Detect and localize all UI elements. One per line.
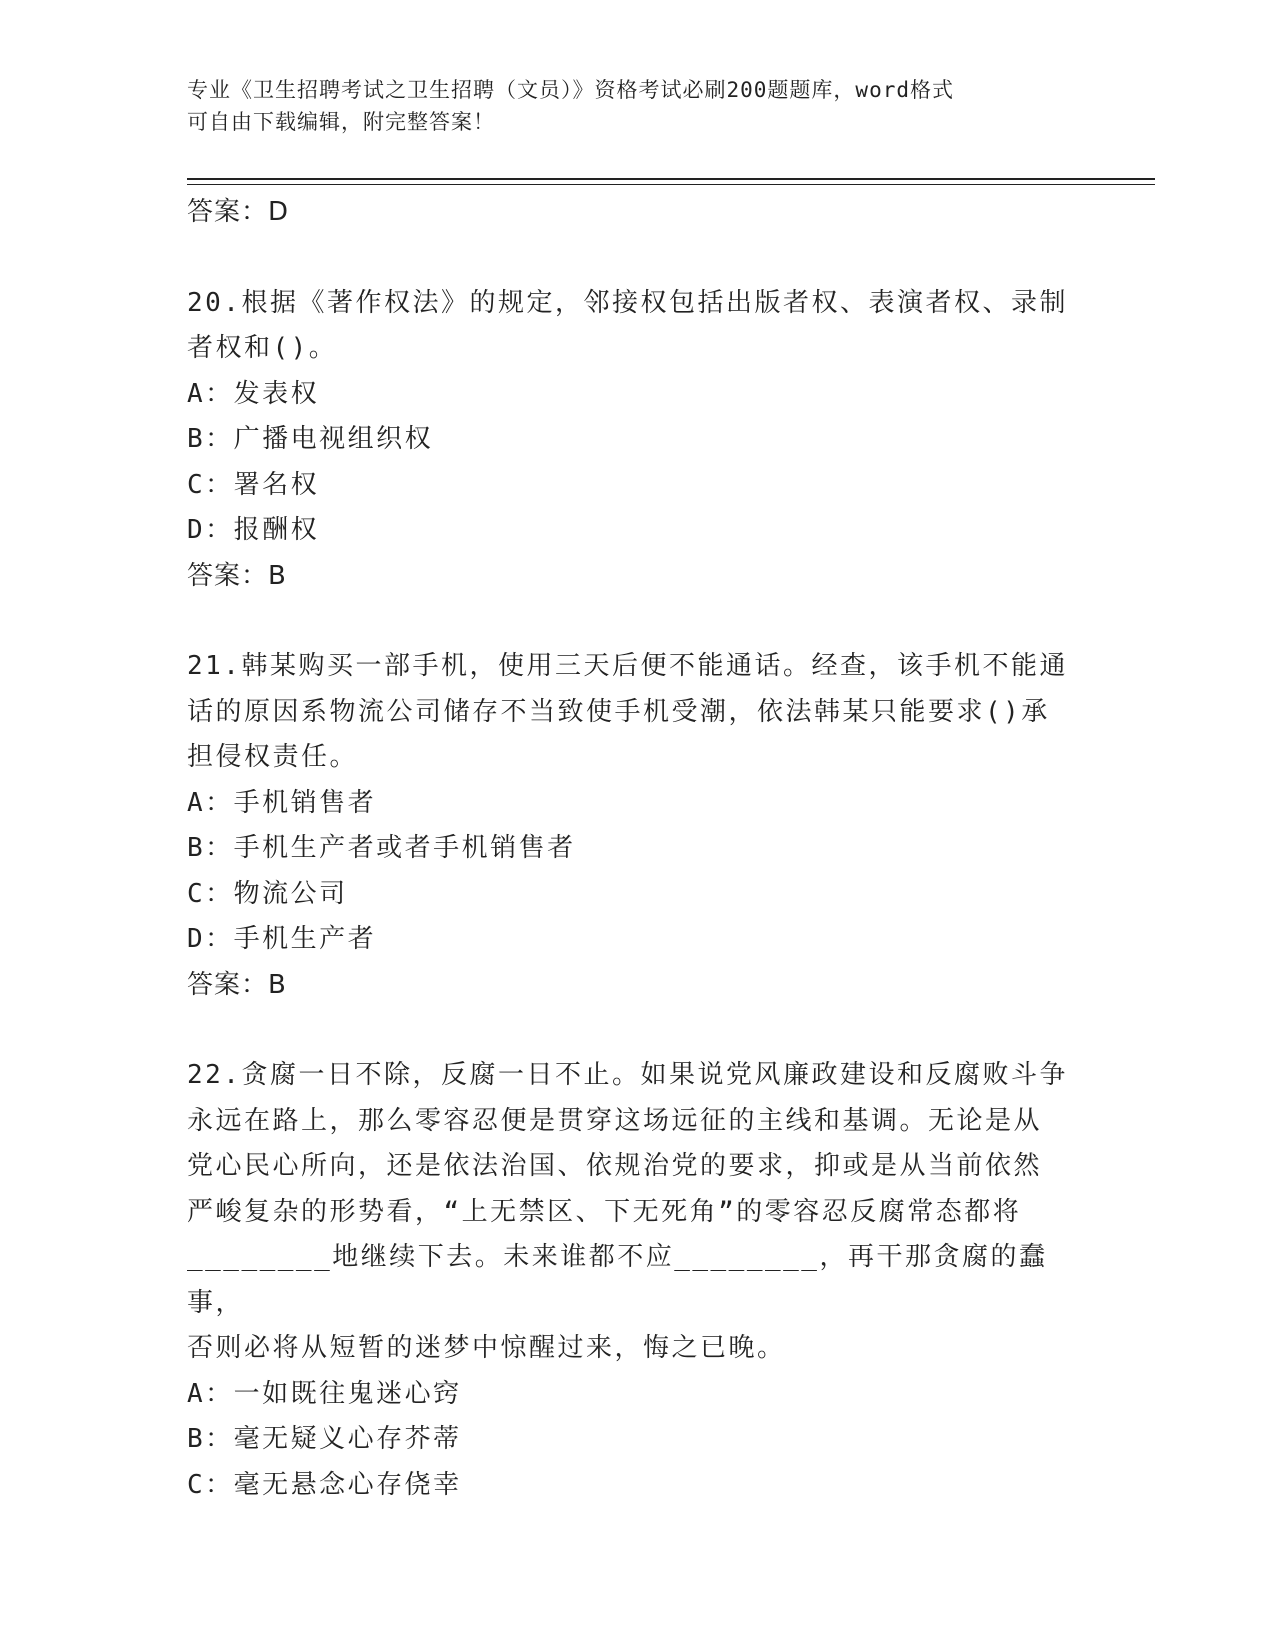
header-line: 可自由下载编辑，附完整答案！ [187, 110, 495, 134]
question-text: 21.韩某购买一部手机，使用三天后便不能通话。经查，该手机不能通 [187, 651, 1068, 681]
header-divider-thick [187, 178, 1155, 180]
question-text: 党心民心所向，还是依法治国、依规治党的要求，抑或是从当前依然 [187, 1151, 1043, 1181]
answer-line: 答案：B [187, 969, 287, 1000]
header-line: 专业《卫生招聘考试之卫生招聘（文员）》资格考试必刷200题题库，word格式 [187, 78, 954, 102]
option-a: A：手机销售者 [187, 787, 377, 818]
option-c: C：物流公司 [187, 878, 348, 909]
question-text: 20.根据《著作权法》的规定，邻接权包括出版者权、表演者权、录制 [187, 287, 1068, 318]
option-a: A：发表权 [187, 378, 320, 409]
question-text: 话的原因系物流公司储存不当致使手机受潮，依法韩某只能要求()承 [187, 696, 1050, 727]
question-text: ________地继续下去。未来谁都不应________，再干那贪腐的蠢事， [187, 1242, 1048, 1318]
answer-line: 答案：D [187, 197, 290, 227]
question-text: 22.贪腐一日不除，反腐一日不止。如果说党风廉政建设和反腐败斗争 [187, 1060, 1068, 1090]
question-21 [187, 644, 1077, 1008]
question-text: 者权和()。 [187, 333, 338, 363]
header-divider-thin [187, 184, 1155, 185]
question-text: 担侵权责任。 [187, 742, 359, 772]
option-a: A：一如既往鬼迷心窍 [187, 1378, 462, 1409]
question-text: 否则必将从短暂的迷梦中惊醒过来，悔之已晚。 [187, 1333, 786, 1363]
option-c: C：毫无悬念心存侥幸 [187, 1469, 462, 1500]
question-20 [187, 281, 1077, 600]
option-d: D：报酬权 [187, 515, 320, 545]
option-c: C：署名权 [187, 469, 320, 500]
option-b: B：手机生产者或者手机销售者 [187, 833, 576, 863]
answer-line: 答案：B [187, 560, 287, 591]
page-header [187, 74, 1087, 138]
question-list [187, 190, 1077, 1508]
question-22 [187, 1053, 1077, 1508]
question-text: 永远在路上，那么零容忍便是贯穿这场远征的主线和基调。无论是从 [187, 1105, 1043, 1136]
option-b: B：广播电视组织权 [187, 424, 434, 454]
option-b: B：毫无疑义心存芥蒂 [187, 1424, 462, 1454]
question-text: 严峻复杂的形势看，“上无禁区、下无死角”的零容忍反腐常态都将 [187, 1196, 1022, 1227]
option-d: D：手机生产者 [187, 924, 377, 954]
